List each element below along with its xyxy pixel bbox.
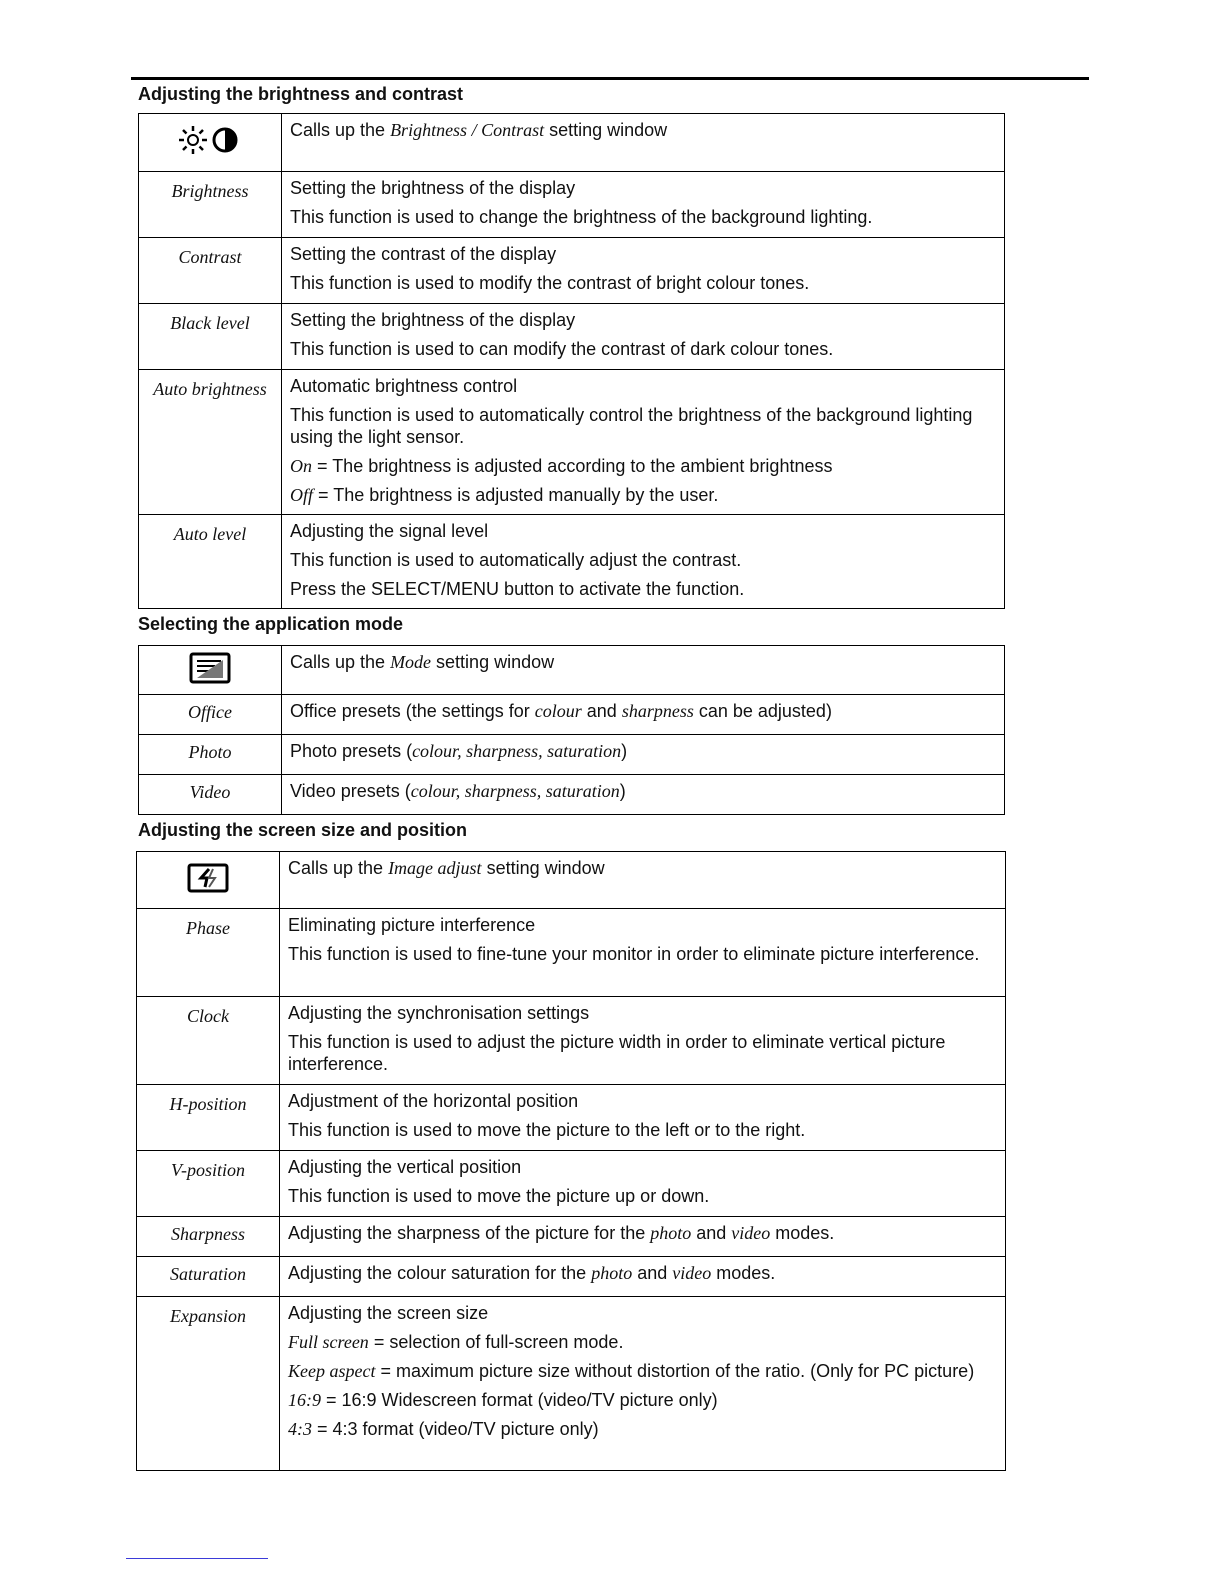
image-adjust-icon-desc: Calls up the Image adjust setting window xyxy=(280,852,1006,909)
desc-h-position: Adjustment of the horizontal position This function is used to move the picture to the left or to the right. xyxy=(280,1085,1006,1151)
term-saturation: Saturation xyxy=(137,1257,280,1297)
brightness-icon-desc: Calls up the Brightness / Contrast setting window xyxy=(282,114,1005,172)
desc-phase: Eliminating picture interference This function is used to fine-tune your monitor in order to eliminate picture interference. xyxy=(280,909,1006,997)
mode-table xyxy=(138,645,1005,815)
desc-brightness: Setting the brightness of the display This function is used to change the brightness of the background lighting. xyxy=(282,172,1005,238)
desc-photo: Photo presets (colour, sharpness, saturation) xyxy=(282,735,1005,775)
desc-black-level: Setting the brightness of the display This function is used to can modify the contrast of dark colour tones. xyxy=(282,304,1005,370)
mode-icon-cell xyxy=(139,646,282,695)
section-heading-brightness: Adjusting the brightness and contrast xyxy=(138,84,464,104)
term-clock: Clock xyxy=(137,997,280,1085)
image-adjust-icon xyxy=(187,880,229,897)
term-video: Video xyxy=(139,775,282,815)
term-office: Office xyxy=(139,695,282,735)
desc-video: Video presets (colour, sharpness, saturation) xyxy=(282,775,1005,815)
section-heading-mode: Selecting the application mode xyxy=(138,614,404,634)
desc-auto-level: Adjusting the signal level This function is used to automatically adjust the contrast. Press the SELECT/MENU button to activate the function. xyxy=(282,515,1005,609)
term-brightness: Brightness xyxy=(139,172,282,238)
desc-expansion: Adjusting the screen size Full screen = selection of full-screen mode. Keep aspect = maximum picture size without distortion of the ratio. (Only for PC picture) 16:9 = 16:9 Widescreen format (video/TV picture only) 4:3 = 4:3 format (video/TV picture only) xyxy=(280,1297,1006,1471)
top-rule xyxy=(131,77,1089,80)
brightness-contrast-icon-cell xyxy=(139,114,282,172)
desc-v-position: Adjusting the vertical position This function is used to move the picture up or down. xyxy=(280,1151,1006,1217)
term-phase: Phase xyxy=(137,909,280,997)
term-black-level: Black level xyxy=(139,304,282,370)
footer-link-underline xyxy=(126,1558,268,1559)
brightness-table xyxy=(138,113,1005,609)
desc-saturation: Adjusting the colour saturation for the photo and video modes. xyxy=(280,1257,1006,1297)
brightness-contrast-icon xyxy=(179,144,241,161)
term-expansion: Expansion xyxy=(137,1297,280,1471)
mode-icon-desc: Calls up the Mode setting window xyxy=(282,646,1005,695)
desc-sharpness: Adjusting the sharpness of the picture for the photo and video modes. xyxy=(280,1217,1006,1257)
term-photo: Photo xyxy=(139,735,282,775)
term-auto-brightness: Auto brightness xyxy=(139,370,282,515)
desc-office: Office presets (the settings for colour and sharpness can be adjusted) xyxy=(282,695,1005,735)
term-sharpness: Sharpness xyxy=(137,1217,280,1257)
term-h-position: H-position xyxy=(137,1085,280,1151)
desc-contrast: Setting the contrast of the display This function is used to modify the contrast of bright colour tones. xyxy=(282,238,1005,304)
image-adjust-icon-cell xyxy=(137,852,280,909)
desc-auto-brightness: Automatic brightness control This function is used to automatically control the brightness of the background lighting using the light sensor. On = The brightness is adjusted according to the ambient brightness Off = The brightness is adjusted manually by the user. xyxy=(282,370,1005,515)
term-v-position: V-position xyxy=(137,1151,280,1217)
section-heading-screen: Adjusting the screen size and position xyxy=(138,820,468,840)
screen-table xyxy=(136,851,1006,1471)
desc-clock: Adjusting the synchronisation settings This function is used to adjust the picture width in order to eliminate vertical picture interference. xyxy=(280,997,1006,1085)
term-contrast: Contrast xyxy=(139,238,282,304)
mode-icon xyxy=(189,671,231,688)
term-auto-level: Auto level xyxy=(139,515,282,609)
